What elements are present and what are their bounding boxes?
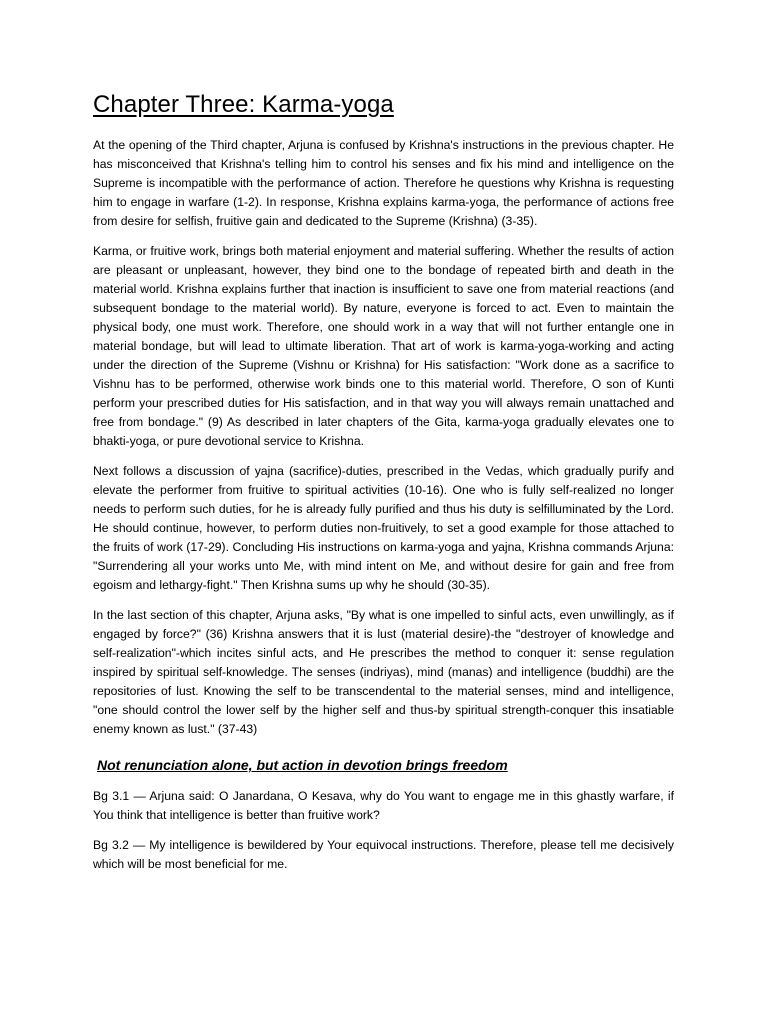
intro-paragraph: At the opening of the Third chapter, Arjuna is confused by Krishna's instructions in the previous chapter. He has misconceived that Krishna's telling him to control his senses and fix his mind and intelligence on the Supreme is incompatible with the performance of action. Therefore he questions why Krishna is requesting him to engage in warfare (1-2). In response, Krishna explains karma-yoga, the performance of actions free from desire for selfish, fruitive gain and dedicated to the Supreme (Krishna) (3-35). [93, 138, 674, 228]
karma-paragraph: Karma, or fruitive work, brings both material enjoyment and material suffering. Whether the results of action are pleasant or unpleasant, however, they bind one to the bondage of repeated birth and death in the material world. Krishna explains further that inaction is insufficient to save one from material reactions (and subsequent bondage to the material world). By nature, everyone is forced to act. Even to maintain the physical body, one must work. Therefore, one should work in a way that will not further entangle one in material bondage, but will lead to ultimate liberation. That art of work is karma-yoga-working and acting under the direction of the Supreme (Vishnu or Krishna) for His satisfaction: "Work done as a sacrifice to Vishnu has to be performed, otherwise work binds one to this material world. Therefore, O son of Kunti perform your prescribed duties for His satisfaction, and in that way you will always remain unattached and free from bondage." (9) As described in later chapters of the Gita, karma-yoga gradually elevates one to bhakti-yoga, or pure devotional service to Krishna. [93, 244, 674, 448]
document-page [93, 88, 674, 885]
lust-paragraph: In the last section of this chapter, Arjuna asks, "By what is one impelled to sinful acts, even unwillingly, as if engaged by force?" (36) Krishna answers that it is lust (material desire)-the "destroyer of knowledge and self-realization"-which incites sinful acts, and He prescribes the method to conquer it: sense regulation inspired by spiritual self-knowledge. The senses (indriyas), mind (manas) and intelligence (buddhi) are the repositories of lust. Knowing the self to be transcendental to the material senses, mind and intelligence, "one should control the lower self by the higher self and thus-by spiritual strength-conquer this insatiable enemy known as lust." (37-43) [93, 608, 674, 736]
chapter-title: Chapter Three: Karma-yoga [93, 91, 394, 118]
section-heading: Not renunciation alone, but action in devotion brings freedom [97, 757, 508, 773]
verse-3-1: Bg 3.1 — Arjuna said: O Janardana, O Kesava, why do You want to engage me in this ghastly warfare, if You think that intelligence is better than fruitive work? [93, 789, 674, 822]
verse-3-2: Bg 3.2 — My intelligence is bewildered by Your equivocal instructions. Therefore, please tell me decisively which will be most beneficial for me. [93, 838, 674, 871]
yajna-paragraph: Next follows a discussion of yajna (sacrifice)-duties, prescribed in the Vedas, which gradually purify and elevate the performer from fruitive to spiritual activities (10-16). One who is fully self-realized no longer needs to perform such duties, for he is already fully purified and thus his duty is selfilluminated by the Lord. He should continue, however, to perform duties non-fruitively, to set a good example for those attached to the fruits of work (17-29). Concluding His instructions on karma-yoga and yajna, Krishna commands Arjuna: "Surrendering all your works unto Me, with mind intent on Me, and without desire for gain and free from egoism and lethargy-fight." Then Krishna sums up why he should (30-35). [93, 464, 674, 592]
